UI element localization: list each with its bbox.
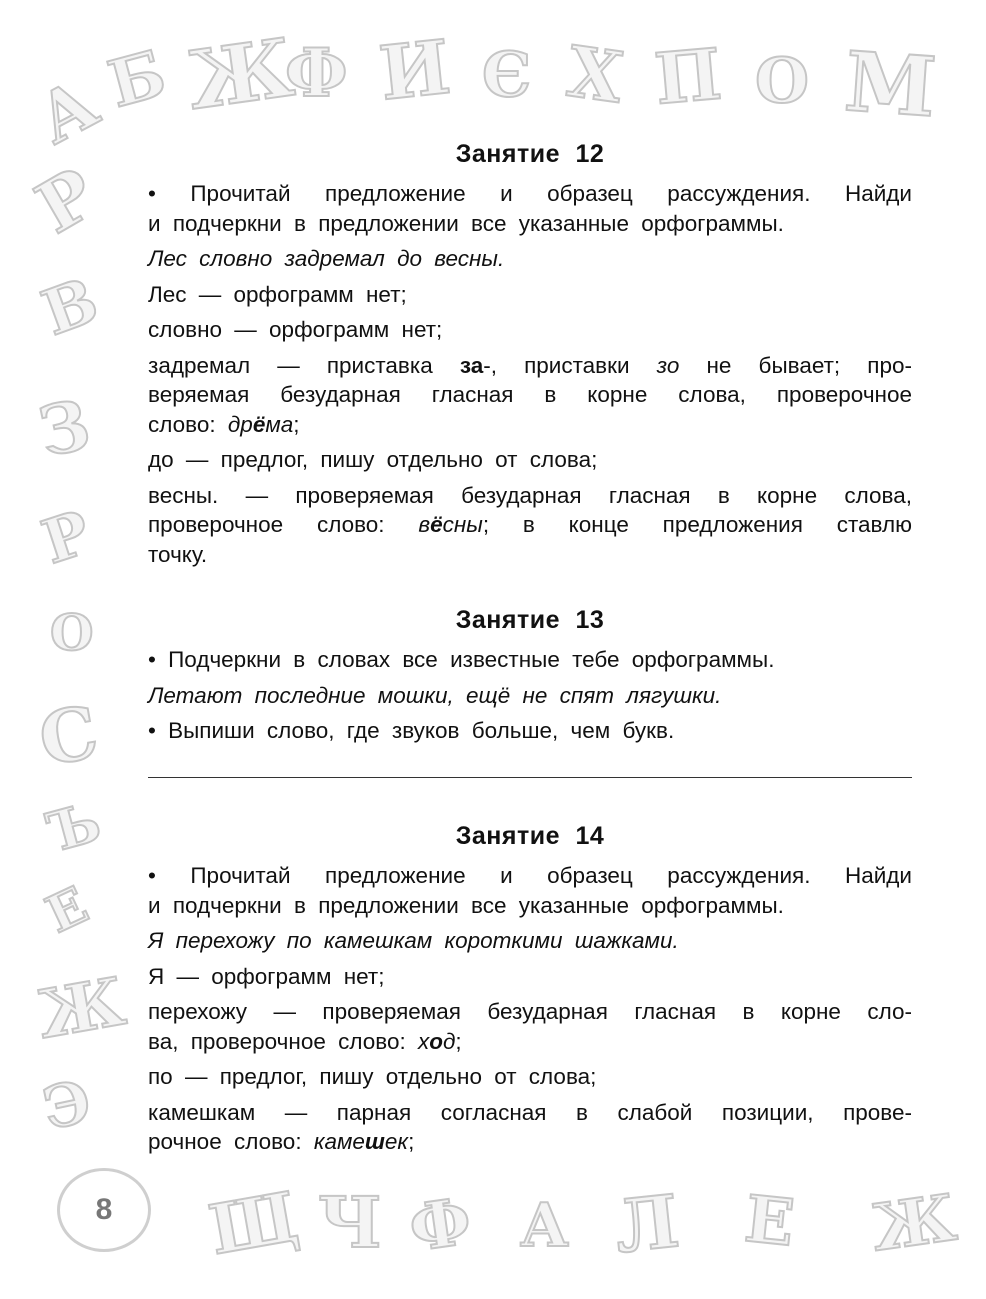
decor-letter: Ж xyxy=(181,20,299,128)
decor-letter: Є xyxy=(482,38,532,111)
check-word xyxy=(418,512,482,537)
decor-letter: П xyxy=(651,32,725,121)
text-run: ; в конце предложения ставлю xyxy=(482,512,912,537)
text-run: ва, проверочное слово: xyxy=(148,1028,418,1054)
decor-letter: Ъ xyxy=(40,789,108,865)
text-run: рочное слово: xyxy=(148,1129,314,1154)
decor-letter: С xyxy=(32,688,105,783)
highlight-letter: ё xyxy=(430,512,443,537)
decor-letter: В xyxy=(32,263,108,350)
analysis-line: Лес — орфограмм нет; xyxy=(148,281,407,307)
text-run: не бывает; про- xyxy=(679,352,912,378)
analysis-line: Я — орфограмм нет; xyxy=(148,963,385,989)
decor-letter: Б xyxy=(101,36,174,123)
text-run: -, приставки xyxy=(483,352,657,378)
analysis-line: точку. xyxy=(148,541,208,567)
text-run: ма xyxy=(265,411,294,437)
decor-letter: И xyxy=(375,24,455,118)
check-word xyxy=(228,412,293,437)
analysis-line: перехожу — проверяемая безударная гласная в корне сло- xyxy=(148,999,912,1024)
lesson-12 xyxy=(148,140,912,575)
decor-letter: З xyxy=(32,384,97,474)
lesson-14-title: Занятие 14 xyxy=(455,822,605,850)
section-divider xyxy=(148,777,912,778)
page-number: 8 xyxy=(57,1168,151,1252)
text-run: х xyxy=(417,1028,430,1054)
analysis-line xyxy=(148,510,912,540)
text-run: проверочное слово: xyxy=(148,512,419,537)
analysis-line: по — предлог, пишу отдельно от слова; xyxy=(148,1064,597,1089)
analysis-line: словно — орфограмм нет; xyxy=(148,317,443,342)
prefix-italic: зо xyxy=(656,352,680,378)
prefix-bold: за xyxy=(459,352,484,378)
analysis-line xyxy=(148,410,912,440)
analysis-line: камешкам — парная согласная в слабой позиции, прове- xyxy=(148,1099,912,1125)
task-instruction-line: • Выпиши слово, где звуков больше, чем букв. xyxy=(148,718,675,743)
decor-letter: Р xyxy=(22,151,110,250)
lesson-13-title: Занятие 13 xyxy=(455,606,605,634)
analysis-line: до — предлог, пишу отдельно от слова; xyxy=(148,447,598,472)
task-instruction-line: • Прочитай предложение и образец рассуждения. Найди xyxy=(148,181,912,206)
decor-letter: Е xyxy=(741,1181,798,1262)
text-run: ; xyxy=(455,1028,462,1054)
text-run: слово: xyxy=(148,411,228,437)
decor-letter: Ж xyxy=(867,1180,961,1267)
highlight-letter: ё xyxy=(252,411,266,437)
decor-letter: Х xyxy=(562,29,628,120)
task-instruction-line: и подчеркни в предложении все указанные орфограммы. xyxy=(148,210,784,236)
text-run: ; xyxy=(293,411,300,437)
decor-letter: М xyxy=(841,33,940,137)
example-sentence: Лес словно задремал до весны. xyxy=(148,246,505,271)
decor-letter: Л xyxy=(610,1177,683,1270)
text-run: сны xyxy=(442,512,483,537)
decor-letter: Э xyxy=(37,1066,97,1144)
text-run: д xyxy=(442,1028,456,1054)
text-run: др xyxy=(227,411,253,437)
lesson-14 xyxy=(148,822,912,1163)
highlight-letter: ш xyxy=(364,1129,385,1154)
lesson-12-title: Занятие 12 xyxy=(455,140,605,168)
text-run: каме xyxy=(313,1129,365,1154)
text-run: в xyxy=(418,512,431,537)
lesson-13 xyxy=(148,606,912,752)
decor-letter: А xyxy=(24,63,111,161)
text-run: ек xyxy=(384,1129,409,1154)
analysis-line: веряемая безударная гласная в корне слова, проверочное xyxy=(148,382,912,407)
text-run: ; xyxy=(408,1129,415,1154)
decor-letter: Ф xyxy=(405,1184,476,1267)
task-instruction-line: и подчеркни в предложении все указанные орфограммы. xyxy=(148,892,784,918)
decor-letter: Ж xyxy=(31,962,131,1054)
decor-letter: О xyxy=(755,44,810,117)
example-sentence: Я перехожу по камешкам короткими шажками. xyxy=(148,928,679,953)
analysis-line xyxy=(148,1027,912,1057)
highlight-letter: о xyxy=(429,1028,443,1054)
analysis-line: весны. — проверяемая безударная гласная в корне слова, xyxy=(148,482,912,508)
task-instruction-line: • Прочитай предложение и образец рассуждения. Найди xyxy=(148,863,912,888)
check-word xyxy=(418,1029,455,1054)
decor-letter: Ф xyxy=(285,34,348,112)
decor-letter: О xyxy=(50,603,94,662)
decor-letter: Щ xyxy=(203,1176,305,1272)
analysis-line xyxy=(148,1127,912,1157)
task-instruction-line: • Подчеркни в словах все известные тебе орфограммы. xyxy=(148,647,775,672)
decor-letter: Ч xyxy=(318,1181,382,1264)
example-sentence: Летают последние мошки, ещё не спят лягушки. xyxy=(148,682,722,708)
decor-letter: Е xyxy=(37,874,97,945)
analysis-line xyxy=(148,351,912,381)
check-word xyxy=(314,1129,408,1154)
decor-letter: Р xyxy=(34,497,99,579)
decor-letter: А xyxy=(520,1191,569,1261)
text-run: задремал — приставка xyxy=(148,352,460,378)
